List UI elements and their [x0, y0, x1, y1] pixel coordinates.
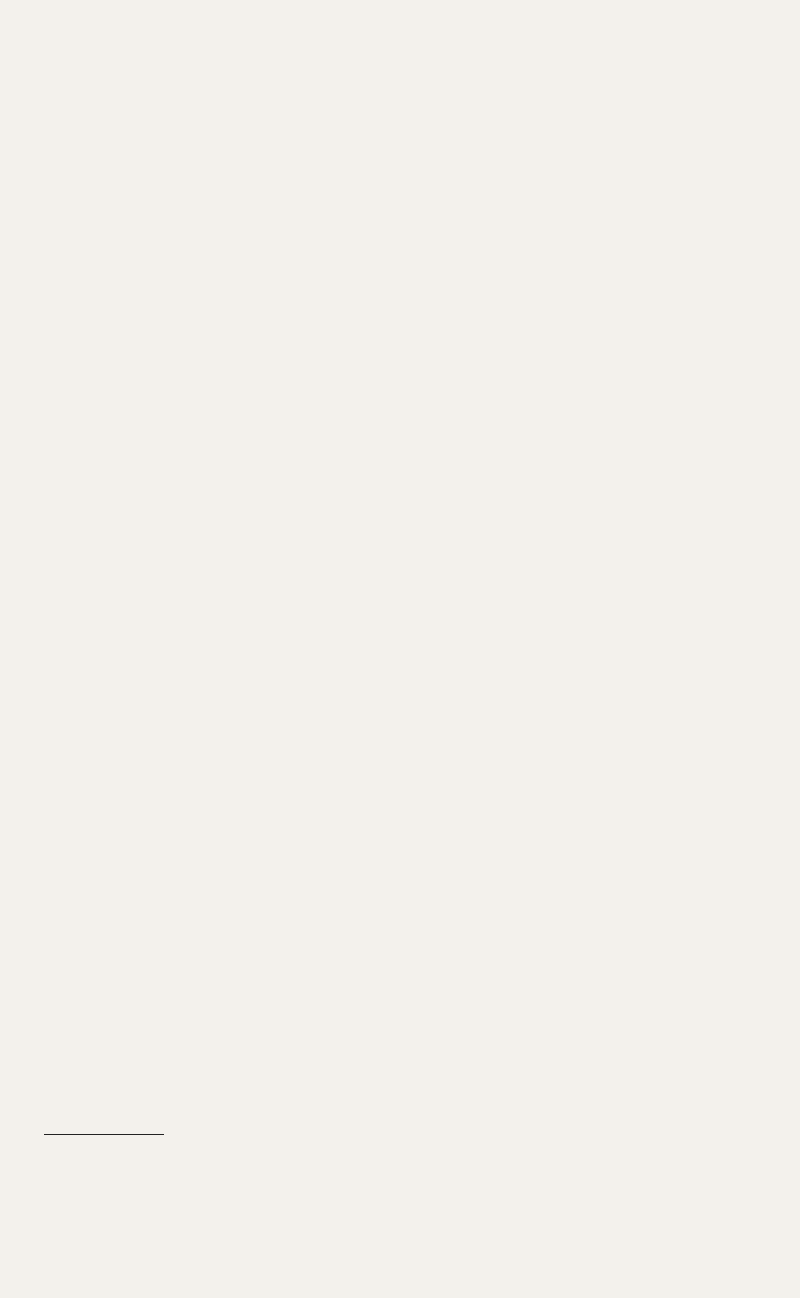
page-header [0, 34, 800, 60]
footnote-rule [44, 1134, 164, 1135]
